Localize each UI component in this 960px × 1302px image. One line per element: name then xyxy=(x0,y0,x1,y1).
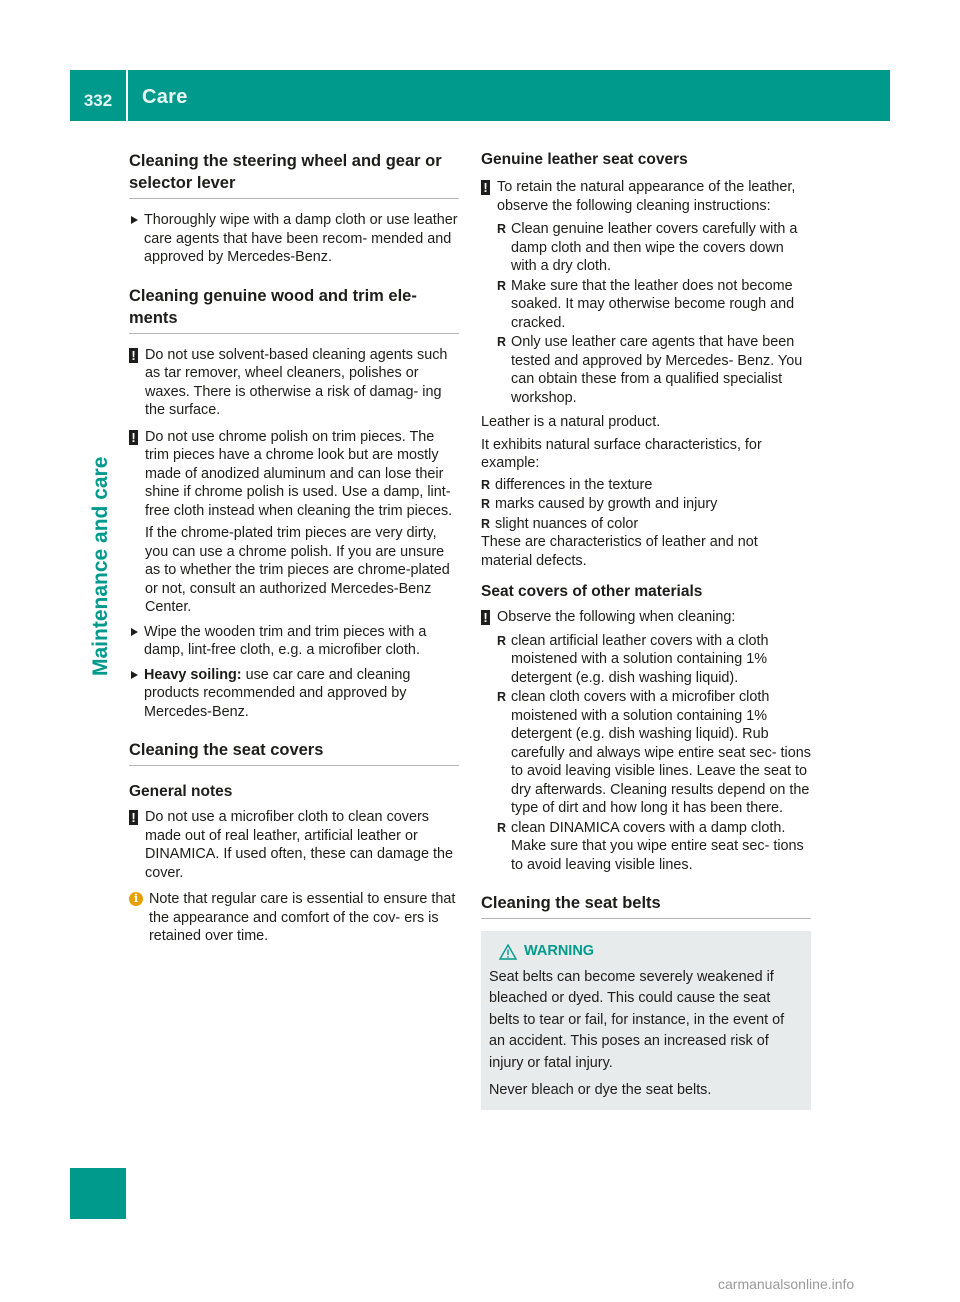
warning-icon: ! xyxy=(481,610,490,625)
other-materials-heading: Seat covers of other materials xyxy=(481,583,703,600)
wood-heading: Cleaning genuine wood and trim ele- ments xyxy=(129,285,459,334)
list-item: R slight nuances of color xyxy=(481,515,811,534)
steering-heading: Cleaning the steering wheel and gear or selector lever xyxy=(129,150,459,199)
watermark: carmanualsonline.info xyxy=(718,1276,855,1292)
warning-text-2: Never bleach or dye the seat belts. xyxy=(489,1082,712,1098)
list-item: R differences in the texture xyxy=(481,476,811,495)
info-icon: i xyxy=(129,892,143,906)
wood-note-1: ! Do not use solvent-based cleaning agents such as tar remover, wheel cleaners, polishes or waxes. There is otherwise a risk of damag- ing the surface. xyxy=(129,346,459,420)
list-item: R marks caused by growth and injury xyxy=(481,495,811,514)
list-item: R Make sure that the leather does not become soaked. It may otherwise become rough and cracked. xyxy=(497,277,811,333)
warning-triangle-icon xyxy=(499,944,517,960)
left-column xyxy=(129,150,459,946)
other-materials-note: ! Observe the following when cleaning: R clean artificial leather covers with a cloth moistened with a solution containing 1% detergent (e.g. dish washing liquid). R clean cloth covers with a microfiber cloth moistened with a solution containing 1% detergent (e.g. dish washing liquid). Rub carefully and always wipe entire seat sec- tions to avoid leaving visible lines. Leave the seat to dry afterwards. Cleaning results depend on the type of dirt and how long it has been there. R clean DINAMICA covers with a damp cloth. Make sure that you wipe entire seat sec- tions to avoid leaving visible lines. xyxy=(481,608,811,874)
wood-step-2: Heavy soiling: use car care and cleaning products recommended and approved by Mercedes-Benz. xyxy=(129,666,459,722)
seat-covers-heading: Cleaning the seat covers xyxy=(129,739,459,766)
not-defects-text: These are characteristics of leather and not material defects. xyxy=(481,534,758,569)
seat-belts-heading: Cleaning the seat belts xyxy=(481,892,811,919)
header-divider xyxy=(126,70,128,121)
side-tab-block xyxy=(70,1168,126,1219)
list-item: R Only use leather care agents that have been tested and approved by Mercedes- Benz. You can obtain these from a qualified specialist workshop. xyxy=(497,333,811,407)
natural-product-text: Leather is a natural product. xyxy=(481,414,661,430)
steering-step: Thoroughly wipe with a damp cloth or use leather care agents that have been recom- mended and approved by Mercedes-Benz. xyxy=(129,211,459,267)
general-info: i Note that regular care is essential to ensure that the appearance and comfort of the cov- ers is retained over time. xyxy=(129,890,459,946)
warning-text: Seat belts can become severely weakened if bleached or dyed. This could cause the seat belts to tear or fail, for instance, in the event of an accident. This poses an increased risk of injury or fatal injury. xyxy=(489,968,785,1071)
warning-icon: ! xyxy=(129,810,138,825)
list-item: R clean DINAMICA covers with a damp cloth. Make sure that you wipe entire seat sec- tions to avoid leaving visible lines. xyxy=(497,819,811,875)
leather-note: ! To retain the natural appearance of the leather, observe the following cleaning instructions: R Clean genuine leather covers carefully with a damp cloth and then wipe the covers down with a dry cloth. R Make sure that the leather does not become soaked. It may otherwise become rough and cracked. R Only use leather care agents that have been tested and approved by Mercedes- Benz. You can obtain these from a qualified specialist workshop. xyxy=(481,178,811,407)
page-title: Care xyxy=(142,86,188,108)
surface-chars-text: It exhibits natural surface characteristics, for example: xyxy=(481,436,762,471)
right-column xyxy=(481,150,811,1110)
warning-icon: ! xyxy=(129,430,138,445)
side-chapter-label: Maintenance and care xyxy=(89,456,112,676)
warning-box xyxy=(481,931,811,1110)
general-note: ! Do not use a microfiber cloth to clean covers made out of real leather, artificial leather or DINAMICA. If used often, these can damage the cover. xyxy=(129,808,459,882)
wood-step-1: Wipe the wooden trim and trim pieces with a damp, lint-free cloth, e.g. a microfiber cloth. xyxy=(129,623,459,660)
wood-note-2: ! Do not use chrome polish on trim pieces. The trim pieces have a chrome look but are mostly made of anodized aluminum and can lose their shine if chrome polish is used. Use a damp, lint-free cloth instead when cleaning the trim pieces. If the chrome-plated trim pieces are very dirty, you can use a chrome polish. If you are unsure as to whether the trim pieces are chrome-plated or not, consult an authorized Mercedes-Benz Center. xyxy=(129,428,459,617)
general-notes-heading: General notes xyxy=(129,783,233,800)
warning-icon: ! xyxy=(129,348,138,363)
page-number: 332 xyxy=(83,91,113,110)
header-bar xyxy=(70,70,890,121)
list-item: R Clean genuine leather covers carefully with a damp cloth and then wipe the covers down with a dry cloth. xyxy=(497,220,811,276)
warning-title: WARNING xyxy=(499,941,803,963)
list-item: R clean artificial leather covers with a cloth moistened with a solution containing 1% detergent (e.g. dish washing liquid). xyxy=(497,632,811,688)
leather-heading: Genuine leather seat covers xyxy=(481,151,688,168)
list-item: R clean cloth covers with a microfiber cloth moistened with a solution containing 1% detergent (e.g. dish washing liquid). Rub carefully and always wipe entire seat sec- tions to avoid leaving visible lines. Leave the seat to dry afterwards. Cleaning results depend on the type of dirt and how long it has been there. xyxy=(497,688,811,818)
warning-icon: ! xyxy=(481,180,490,195)
